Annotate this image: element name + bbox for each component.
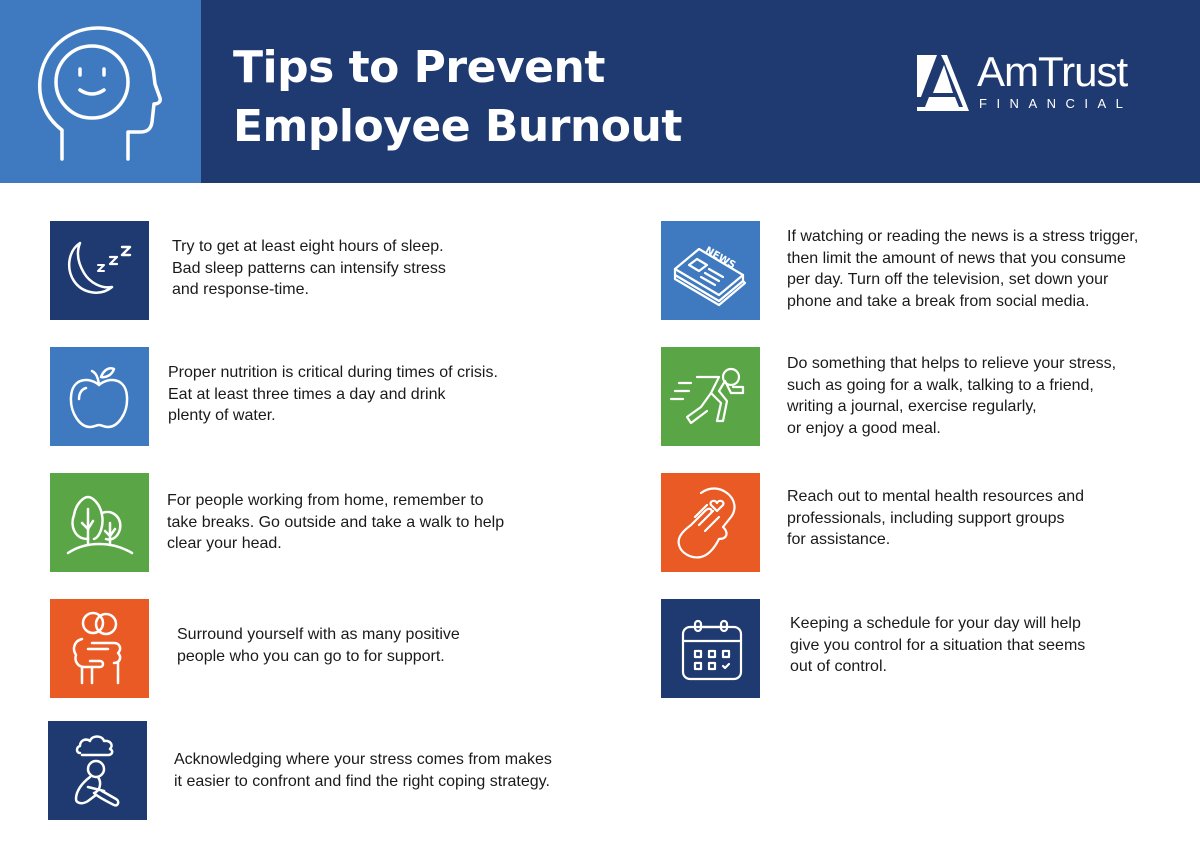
tip-nutrition-icon-box: [50, 347, 149, 446]
tip-line: give you control for a situation that seems: [790, 636, 1086, 654]
tip-line: For people working from home, remember to: [167, 492, 484, 509]
calendar-icon: [661, 599, 760, 698]
tip-sleep-icon-box: [50, 221, 149, 320]
logo-name: AmTrust: [977, 48, 1128, 95]
tip-line: Eat at least three times a day and drink: [168, 385, 446, 403]
title-line-2: Employee Burnout: [233, 101, 682, 152]
tip-nutrition-text: [168, 362, 588, 427]
head-smile-icon: [36, 26, 166, 161]
trees-icon: [50, 473, 149, 572]
tip-news-text: [787, 226, 1200, 312]
tip-line: and response-time.: [172, 281, 309, 298]
tip-line: phone and take a break from social media.: [787, 292, 1090, 310]
title-line-1: Tips to Prevent: [233, 42, 605, 93]
moon-sleep-icon: [50, 221, 149, 320]
tip-acknowledge-text: [174, 749, 594, 792]
tip-news-icon-box: [661, 221, 760, 320]
tip-line: people who you can go to for support.: [177, 647, 445, 665]
tip-breaks-text: [167, 490, 587, 555]
tip-line: it easier to confront and find the right coping strategy.: [174, 772, 550, 790]
amtrust-logo: [917, 48, 1157, 115]
tip-support-icon-box: [50, 599, 149, 698]
tip-acknowledge-icon-box: [48, 721, 147, 820]
tip-line: If watching or reading the news is a stress trigger,: [787, 228, 1139, 245]
tip-schedule-icon-box: [661, 599, 760, 698]
hug-icon: [50, 599, 149, 698]
running-person-icon: [661, 347, 760, 446]
tip-line: Do something that helps to relieve your stress,: [787, 355, 1117, 372]
tip-line: Reach out to mental health resources and: [787, 488, 1085, 505]
tip-relieve-icon-box: [661, 347, 760, 446]
tip-line: or enjoy a good meal.: [787, 419, 941, 437]
person-cloud-icon: [48, 721, 147, 820]
hand-heart-icon: [661, 473, 760, 572]
tip-schedule-text: [790, 613, 1200, 678]
tip-line: Bad sleep patterns can intensify stress: [172, 259, 446, 277]
tip-sleep-text: [172, 236, 592, 301]
tip-line: take breaks. Go outside and take a walk to help: [167, 513, 505, 531]
tip-line: Acknowledging where your stress comes from makes: [174, 751, 552, 768]
newspaper-icon: [661, 221, 760, 320]
tip-resources-icon-box: [661, 473, 760, 572]
tip-line: writing a journal, exercise regularly,: [787, 398, 1037, 415]
header-icon-box: [0, 0, 201, 183]
tip-line: Proper nutrition is critical during times of crisis.: [168, 364, 498, 381]
apple-icon: [50, 347, 149, 446]
page-title: [233, 38, 682, 156]
tip-line: out of control.: [790, 658, 887, 675]
tip-line: such as going for a walk, talking to a friend,: [787, 376, 1094, 394]
tip-resources-text: [787, 486, 1200, 551]
tip-relieve-text: [787, 353, 1200, 439]
tip-line: plenty of water.: [168, 407, 276, 424]
tip-line: Keeping a schedule for your day will help: [790, 615, 1081, 632]
tip-support-text: [177, 624, 597, 667]
tip-line: Try to get at least eight hours of sleep.: [172, 238, 444, 255]
header-banner: [0, 0, 1200, 183]
tip-line: per day. Turn off the television, set down your: [787, 271, 1109, 288]
tip-line: Surround yourself with as many positive: [177, 626, 460, 643]
tip-line: clear your head.: [167, 535, 282, 552]
tip-line: professionals, including support groups: [787, 509, 1065, 527]
logo-subtitle: FINANCIAL: [979, 96, 1133, 111]
tip-breaks-icon-box: [50, 473, 149, 572]
tip-line: for assistance.: [787, 531, 891, 548]
tip-line: then limit the amount of news that you consume: [787, 249, 1126, 267]
svg-text:NEWS: NEWS: [702, 245, 738, 272]
amtrust-a-logo-icon: [917, 55, 969, 111]
